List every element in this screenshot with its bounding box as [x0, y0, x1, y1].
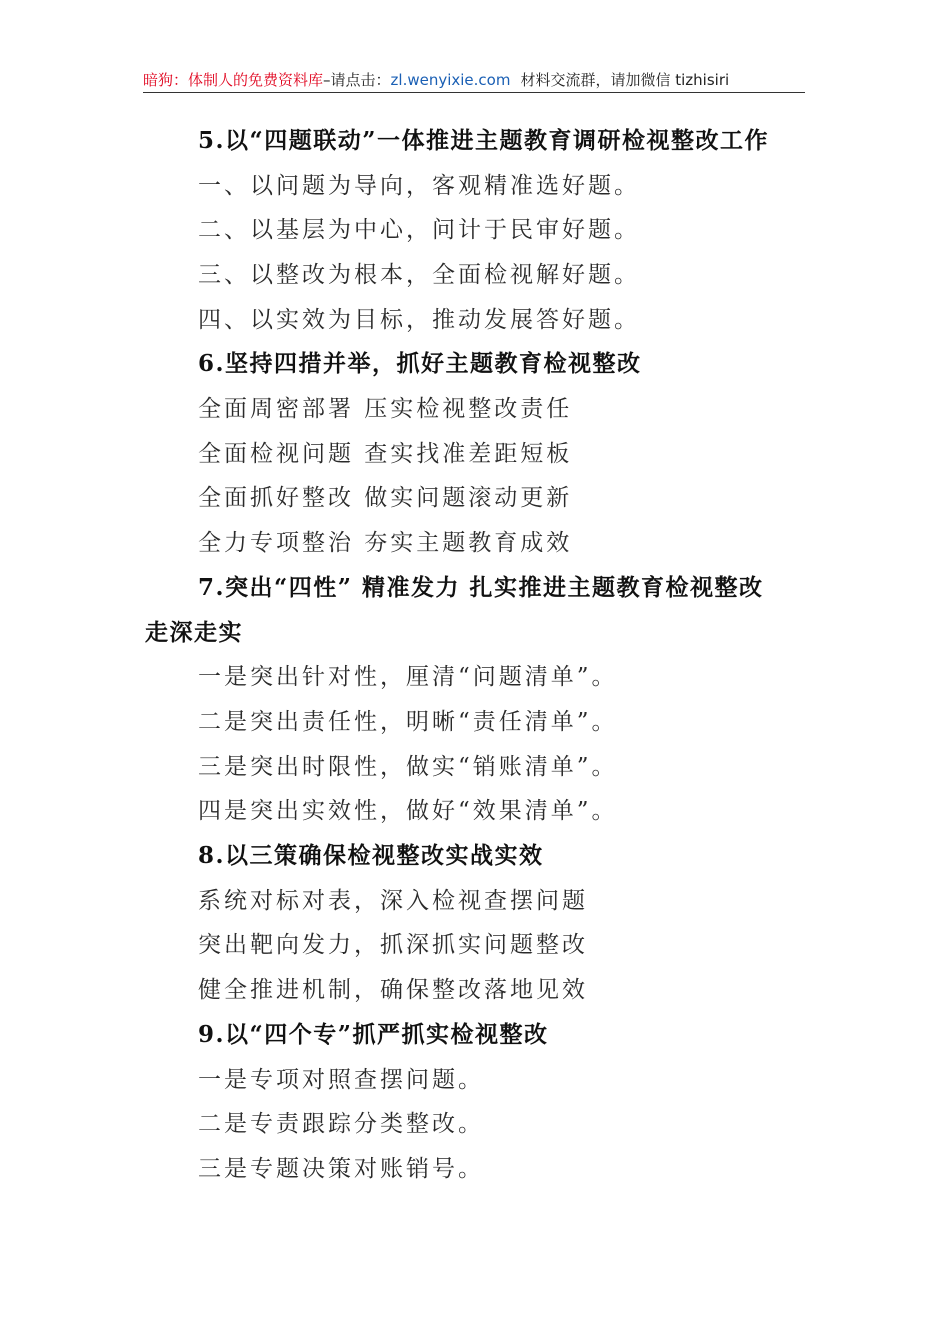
page-header [143, 68, 805, 93]
section-heading-8: 8.以三策确保检视整改实战实效 [198, 842, 544, 869]
list-item: 三、以整改为根本，全面检视解好题。 [198, 262, 640, 288]
header-contact: 材料交流群，请加微信 tizhisiri [520, 71, 730, 89]
list-item: 健全推进机制，确保整改落地见效 [198, 977, 588, 1003]
list-item: 四是突出实效性，做好“效果清单”。 [198, 798, 618, 824]
list-item: 全面检视问题 查实找准差距短板 [198, 441, 573, 467]
section-heading-6: 6.坚持四措并举，抓好主题教育检视整改 [198, 350, 642, 377]
list-item: 二、以基层为中心，问计于民审好题。 [198, 217, 640, 243]
section-heading-9: 9.以“四个专”抓严抓实检视整改 [198, 1021, 549, 1048]
section-heading-7-continued: 走深走实 [145, 619, 243, 646]
list-item: 全面抓好整改 做实问题滚动更新 [198, 485, 573, 511]
list-item: 全面周密部署 压实检视整改责任 [198, 396, 573, 422]
list-item: 一是专项对照查摆问题。 [198, 1067, 484, 1093]
list-item: 系统对标对表，深入检视查摆问题 [198, 888, 588, 914]
list-item: 三是专题决策对账销号。 [198, 1156, 484, 1182]
list-item: 突出靶向发力，抓深抓实问题整改 [198, 932, 588, 958]
list-item: 二是突出责任性，明晰“责任清单”。 [198, 709, 618, 735]
list-item: 四、以实效为目标，推动发展答好题。 [198, 307, 640, 333]
list-item: 一是突出针对性，厘清“问题清单”。 [198, 664, 618, 690]
section-heading-5: 5.以“四题联动”一体推进主题教育调研检视整改工作 [198, 127, 769, 154]
list-item: 二是专责跟踪分类整改。 [198, 1111, 484, 1137]
header-prompt: –请点击： [323, 71, 391, 89]
list-item: 全力专项整治 夯实主题教育成效 [198, 530, 573, 556]
list-item: 一、以问题为导向，客观精准选好题。 [198, 173, 640, 199]
list-item: 三是突出时限性，做实“销账清单”。 [198, 754, 618, 780]
section-heading-7: 7.突出“四性” 精准发力 扎实推进主题教育检视整改 [198, 574, 764, 601]
header-brand: 暗狗：体制人的免费资料库 [143, 71, 324, 89]
header-link[interactable]: zl.wenyixie.com [390, 71, 511, 89]
